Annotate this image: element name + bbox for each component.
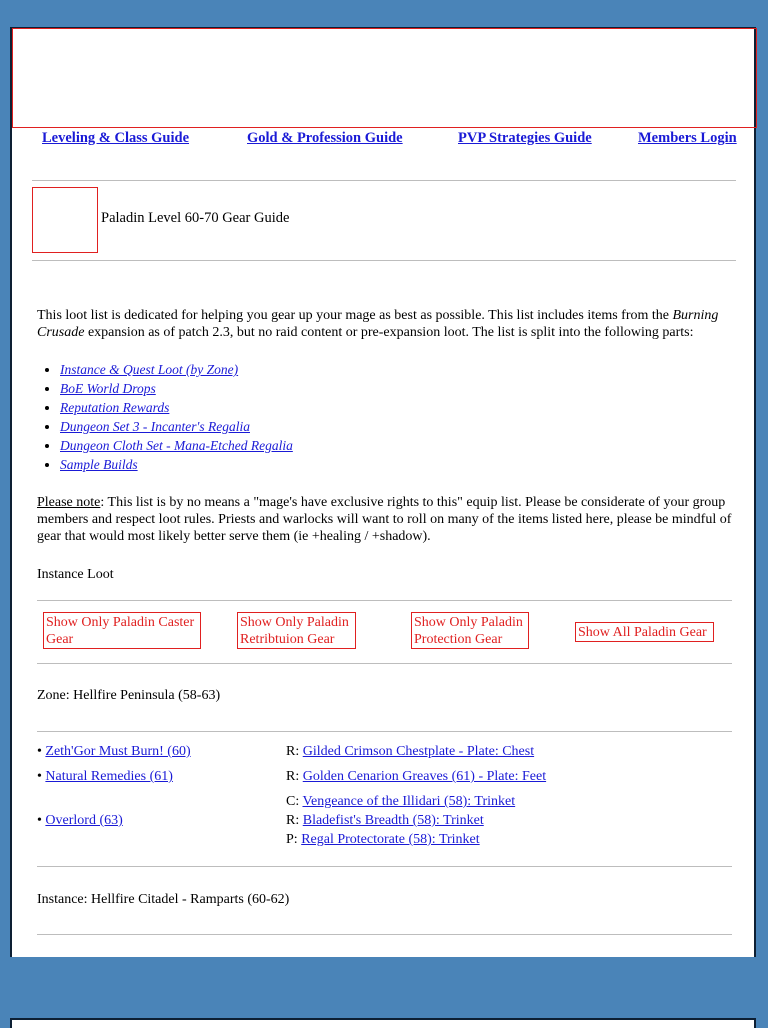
reward-prefix: R: xyxy=(286,769,303,784)
note-paragraph xyxy=(37,494,737,545)
reward-row xyxy=(286,794,515,810)
reward-row xyxy=(286,769,546,785)
section-list xyxy=(42,360,293,474)
divider xyxy=(37,663,732,664)
reward-row xyxy=(286,744,534,760)
note-text: : This list is by no means a "mage's have exclusive rights to this" equip list. Please be considerate of your group members and respect loot rules. Priests and warlocks will want to roll on many of the items listed here, please be mindful of gear that would most likely better serve them (ie +healing / +shadow). xyxy=(37,495,732,544)
bullet: • xyxy=(37,744,46,759)
list-item xyxy=(60,360,293,379)
intro-text-end: expansion as of patch 2.3, but no raid content or pre-expansion loot. The list is split into the following parts: xyxy=(84,325,694,340)
quest-link-natural-remedies[interactable]: Natural Remedies (61) xyxy=(45,769,173,784)
divider xyxy=(32,260,736,261)
item-link-regal-protectorate[interactable]: Regal Protectorate (58): Trinket xyxy=(301,832,480,847)
nav-gold-link[interactable]: Gold & Profession Guide xyxy=(247,130,403,146)
quest-row xyxy=(37,769,173,785)
zone-heading: Zone: Hellfire Peninsula (58-63) xyxy=(37,688,221,703)
filter-caster-button[interactable]: Show Only Paladin Caster Gear xyxy=(43,612,201,649)
intro-italic: Burning Crusade xyxy=(37,308,719,340)
reward-prefix: C: xyxy=(286,794,303,809)
reward-prefix: R: xyxy=(286,744,303,759)
list-item xyxy=(60,379,293,398)
section-link-reputation[interactable]: Reputation Rewards xyxy=(60,400,170,415)
note-label: Please note xyxy=(37,495,101,510)
intro-paragraph xyxy=(37,307,737,341)
divider xyxy=(37,934,732,935)
item-link-vengeance-illidari[interactable]: Vengeance of the Illidari (58): Trinket xyxy=(302,794,516,809)
bullet: • xyxy=(37,769,46,784)
divider xyxy=(37,600,732,601)
intro-text: This loot list is dedicated for helping you gear up your mage as best as possible. This list includes items from the xyxy=(37,308,673,323)
section-link-instance-quest[interactable]: Instance & Quest Loot (by Zone) xyxy=(60,362,239,377)
list-item xyxy=(60,398,293,417)
page-container-next xyxy=(10,1018,756,1028)
reward-prefix: R: xyxy=(286,813,303,828)
item-link-golden-cenarion-greaves[interactable]: Golden Cenarion Greaves (61) - Plate: Feet xyxy=(302,769,547,784)
filter-all-button[interactable]: Show All Paladin Gear xyxy=(575,622,714,642)
divider xyxy=(37,866,732,867)
section-link-dungeon-set-3[interactable]: Dungeon Set 3 - Incanter's Regalia xyxy=(60,419,250,434)
list-item xyxy=(60,417,293,436)
filter-retribution-button[interactable]: Show Only Paladin Retribtuion Gear xyxy=(237,612,356,649)
nav-login-link[interactable]: Members Login xyxy=(638,130,737,146)
page-title: Paladin Level 60-70 Gear Guide xyxy=(101,210,290,226)
filter-protection-button[interactable]: Show Only Paladin Protection Gear xyxy=(411,612,529,649)
reward-prefix: P: xyxy=(286,832,302,847)
banner-ad-placeholder xyxy=(12,28,757,128)
item-link-gilded-crimson-chestplate[interactable]: Gilded Crimson Chestplate - Plate: Chest xyxy=(302,744,535,759)
reward-row xyxy=(286,813,484,829)
nav-pvp-link[interactable]: PVP Strategies Guide xyxy=(458,130,592,146)
reward-row xyxy=(286,832,480,848)
section-link-boe[interactable]: BoE World Drops xyxy=(60,381,156,396)
list-item xyxy=(60,455,293,474)
list-item xyxy=(60,436,293,455)
divider xyxy=(32,180,736,181)
quest-row xyxy=(37,744,191,760)
class-icon-placeholder xyxy=(32,187,98,253)
quest-row xyxy=(37,813,123,829)
nav-leveling-link[interactable]: Leveling & Class Guide xyxy=(42,130,190,146)
quest-link-zethgor[interactable]: Zeth'Gor Must Burn! (60) xyxy=(45,744,191,759)
divider xyxy=(37,731,732,732)
instance-heading: Instance: Hellfire Citadel - Ramparts (60-62) xyxy=(37,892,290,907)
quest-link-overlord[interactable]: Overlord (63) xyxy=(45,813,123,828)
section-link-sample-builds[interactable]: Sample Builds xyxy=(60,457,138,472)
item-link-bladefists-breadth[interactable]: Bladefist's Breadth (58): Trinket xyxy=(302,813,484,828)
instance-loot-heading: Instance Loot xyxy=(37,567,114,582)
section-link-dungeon-cloth-set[interactable]: Dungeon Cloth Set - Mana-Etched Regalia xyxy=(60,438,293,453)
bullet: • xyxy=(37,813,46,828)
